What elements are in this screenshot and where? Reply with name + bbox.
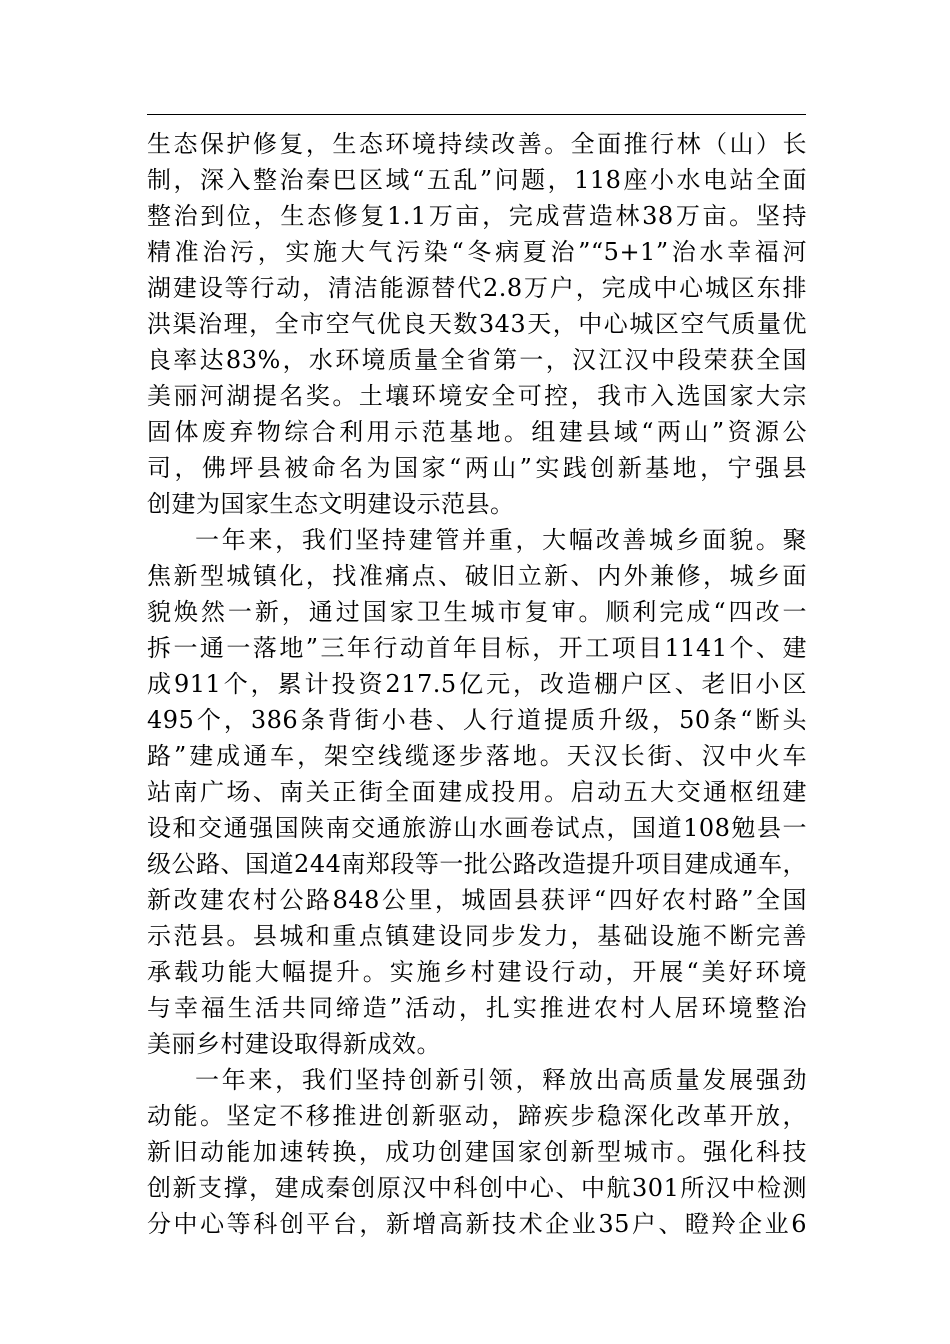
- text-line: 美丽乡村建设取得新成效。: [147, 1030, 441, 1058]
- text-line: 整治到位，生态修复1.1万亩，完成营造林38万亩。坚持: [147, 202, 807, 230]
- text-line: 司，佛坪县被命名为国家“两山”实践创新基地，宁强县: [147, 454, 807, 482]
- text-line: 创建为国家生态文明建设示范县。: [147, 490, 515, 518]
- text-line: 新旧动能加速转换，成功创建国家创新型城市。强化科技: [147, 1138, 807, 1166]
- text-line: 生态保护修复，生态环境持续改善。全面推行林（山）长: [147, 130, 807, 158]
- header-rule: [147, 114, 806, 115]
- paragraph-3: [147, 1062, 807, 1242]
- text-line: 拆一通一落地”三年行动首年目标，开工项目1141个、建: [147, 634, 807, 662]
- text-line: 示范县。县城和重点镇建设同步发力，基础设施不断完善: [147, 922, 807, 950]
- text-line: 制，深入整治秦巴区域“五乱”问题，118座小水电站全面: [147, 166, 807, 194]
- text-line: 站南广场、南关正街全面建成投用。启动五大交通枢纽建: [147, 778, 807, 806]
- text-line: 洪渠治理，全市空气优良天数343天，中心城区空气质量优: [147, 310, 807, 338]
- text-line: 一年来，我们坚持创新引领，释放出高质量发展强劲: [195, 1066, 807, 1094]
- text-line: 级公路、国道244南郑段等一批公路改造提升项目建成通车，: [147, 850, 807, 878]
- text-line: 承载功能大幅提升。实施乡村建设行动，开展“美好环境: [147, 958, 807, 986]
- document-body: [147, 126, 807, 1242]
- text-line: 美丽河湖提名奖。土壤环境安全可控，我市入选国家大宗: [147, 382, 807, 410]
- text-line: 设和交通强国陕南交通旅游山水画卷试点，国道108勉县一: [147, 814, 807, 842]
- text-line: 湖建设等行动，清洁能源替代2.8万户，完成中心城区东排: [147, 274, 807, 302]
- text-line: 固体废弃物综合利用示范基地。组建县域“两山”资源公: [147, 418, 807, 446]
- text-line: 新改建农村公路848公里，城固县获评“四好农村路”全国: [147, 886, 807, 914]
- text-line: 良率达83%，水环境质量全省第一，汉江汉中段荣获全国: [147, 346, 807, 374]
- text-line: 一年来，我们坚持建管并重，大幅改善城乡面貌。聚: [195, 526, 807, 554]
- text-line: 动能。坚定不移推进创新驱动，蹄疾步稳深化改革开放，: [147, 1102, 807, 1130]
- text-line: 成911个，累计投资217.5亿元，改造棚户区、老旧小区: [147, 670, 807, 698]
- text-line: 分中心等科创平台，新增高新技术企业35户、瞪羚企业6: [147, 1210, 807, 1238]
- text-line: 焦新型城镇化，找准痛点、破旧立新、内外兼修，城乡面: [147, 562, 807, 590]
- text-line: 貌焕然一新，通过国家卫生城市复审。顺利完成“四改一: [147, 598, 807, 626]
- text-line: 精准治污，实施大气污染“冬病夏治”“5+1”治水幸福河: [147, 238, 807, 266]
- paragraph-1: [147, 126, 807, 522]
- text-line: 路”建成通车，架空线缆逐步落地。天汉长街、汉中火车: [147, 742, 807, 770]
- text-line: 与幸福生活共同缔造”活动，扎实推进农村人居环境整治: [147, 994, 807, 1022]
- text-line: 创新支撑，建成秦创原汉中科创中心、中航301所汉中检测: [147, 1174, 807, 1202]
- text-line: 495个，386条背街小巷、人行道提质升级，50条“断头: [147, 706, 807, 734]
- paragraph-2: [147, 522, 807, 1062]
